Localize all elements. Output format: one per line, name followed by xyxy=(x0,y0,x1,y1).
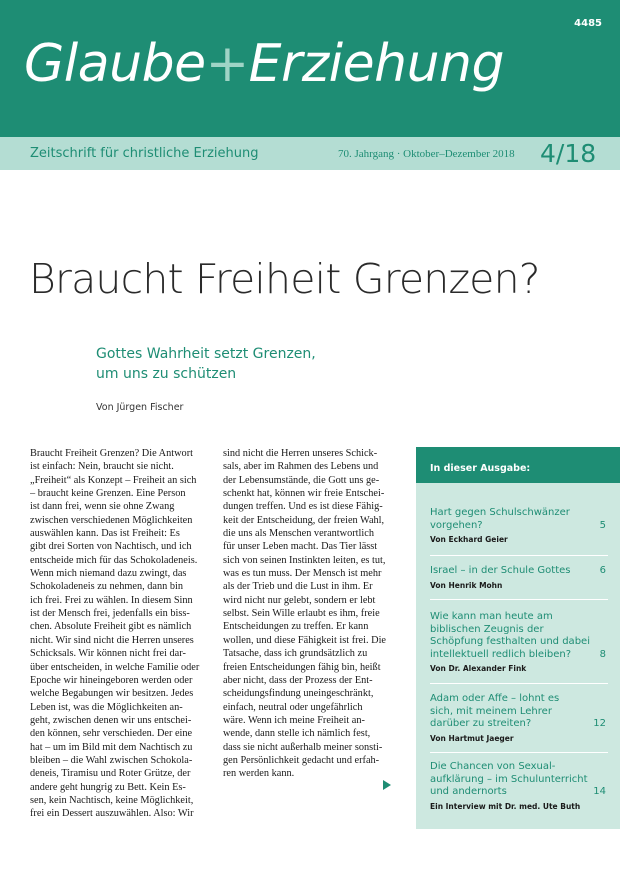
toc-title-line: aufklärung – im Schulunterricht xyxy=(430,773,588,785)
toc-item-page: 6 xyxy=(599,565,606,576)
text-line: scheidungsfindung uneingeschränkt, xyxy=(223,688,374,700)
toc-title-line: vorgehen? xyxy=(430,519,483,531)
table-of-contents xyxy=(416,447,620,829)
text-line: die uns als Menschen verantwortlich xyxy=(223,528,374,540)
text-line: andere geht hungrig zu Bett. Kein Es- xyxy=(30,781,186,793)
text-line: ren werden kann. xyxy=(223,768,295,780)
text-line: selbst. Sein Wille erlaubt es ihm, freie xyxy=(223,608,380,620)
toc-title-line: darüber zu streiten? xyxy=(430,718,532,729)
toc-item-page: 5 xyxy=(599,520,606,531)
text-line: wird nicht nur gelebt, sondern er lebt xyxy=(223,594,376,606)
text-line: sich von seinen Instinkten leiten, es tut, xyxy=(223,554,386,566)
text-line: gibt drei Sorten von Nachtisch, und ich xyxy=(30,541,192,553)
toc-title-line: Hart gegen Schulschwänzer xyxy=(430,507,570,518)
text-line: freien Entscheidungen fähig bin, heißt xyxy=(223,661,381,673)
text-line: Leben ist, was die Möglichkeiten an- xyxy=(30,701,183,713)
text-line: schenkt hat, können wir freie Entschei- xyxy=(223,488,385,500)
text-line: „Freiheit“ als Konzept – Freiheit an sich xyxy=(30,474,197,486)
text-line: – braucht keine Grenzen. Eine Person xyxy=(30,488,186,500)
text-line: sind nicht die Herren unseres Schick- xyxy=(223,448,378,459)
text-line: Wenn mich niemand dazu zwingt, das xyxy=(30,568,187,580)
toc-item-page: 8 xyxy=(599,649,606,660)
text-line: ist der Mensch frei, jedenfalls ein biss- xyxy=(30,608,190,620)
magazine-title-part2: Erziehung xyxy=(248,34,505,94)
article-column-2 xyxy=(223,447,407,781)
text-line: welche Begabungen wir besitzen. Jedes xyxy=(30,688,194,700)
text-line: bleiben – die Wahl zwischen Schokola- xyxy=(30,754,193,766)
toc-item-author: Von Eckhard Geier xyxy=(430,535,508,544)
toc-item-title xyxy=(430,761,608,799)
issue-number: 4/18 xyxy=(540,139,597,168)
toc-item-author: Von Dr. Alexander Fink xyxy=(430,664,527,673)
text-line: Tatsache, dass ich grundsätzlich zu xyxy=(223,648,368,660)
article-column-1 xyxy=(30,447,216,821)
toc-title-line: Adam oder Affe – lohnt es xyxy=(430,693,560,704)
text-line: nicht. Wir sind nicht die Herren unseres xyxy=(30,634,194,646)
toc-title-line: Schöpfung festhalten und dabei xyxy=(430,636,590,647)
text-line: deneis, Tiramisu und Roter Grütze, der xyxy=(30,768,191,780)
text-line: hat – um im Bild mit dem Nachtisch zu xyxy=(30,741,193,753)
text-line: Entscheidungen zu treffen. Er kann xyxy=(223,621,369,633)
subtitle-bar xyxy=(0,137,620,170)
toc-item-title xyxy=(430,507,608,532)
text-line: über entscheiden, in welche Familie oder xyxy=(30,661,200,673)
text-line: Schicksals. Wir können nicht frei dar- xyxy=(30,648,186,660)
toc-title-line: Israel – in der Schule Gottes xyxy=(430,565,571,576)
text-line: dungen treffen. Und es ist diese Fähig- xyxy=(223,501,383,513)
text-line: wende, dann stelle ich nämlich fest, xyxy=(223,728,371,740)
text-line: Schokoladeneis zu nehmen, dann bin xyxy=(30,581,183,593)
toc-title-line: und andernorts xyxy=(430,786,507,797)
text-line: für unser Leben macht. Das Tier lässt xyxy=(223,541,378,553)
magazine-subtitle: Zeitschrift für christliche Erziehung xyxy=(30,146,259,161)
toc-title-line: Wie kann man heute am xyxy=(430,611,553,622)
text-line: sals, aber im Rahmen des Lebens und xyxy=(223,461,379,473)
toc-divider xyxy=(430,752,608,753)
toc-title-line: sich, mit meinem Lehrer xyxy=(430,705,552,717)
toc-item[interactable] xyxy=(430,761,608,811)
toc-item-page: 12 xyxy=(593,718,606,729)
triangle-right-icon xyxy=(383,780,391,790)
text-line: der Lebensumstände, die Gott uns ge- xyxy=(223,474,380,486)
article-headline: Braucht Freiheit Grenzen? xyxy=(29,255,540,303)
toc-item[interactable] xyxy=(430,507,608,544)
volume-info: 70. Jahrgang · Oktober–Dezember 2018 xyxy=(338,148,515,160)
deck-line: um uns zu schützen xyxy=(96,366,237,382)
toc-title-line: biblischen Zeugnis der xyxy=(430,623,544,635)
deck-line: Gottes Wahrheit setzt Grenzen, xyxy=(96,346,316,362)
text-line: sen, kein Nachtisch, keine Möglichkeit, xyxy=(30,794,194,806)
text-line: ich frei. Frei zu wählen. In diesem Sinn xyxy=(30,594,193,606)
article-byline: Von Jürgen Fischer xyxy=(96,402,184,413)
toc-item-author: Ein Interview mit Dr. med. Ute Buth xyxy=(430,801,581,811)
toc-title-line: intellektuell redlich bleiben? xyxy=(430,648,572,660)
text-line: entscheide mich für das Schokoladeneis. xyxy=(30,554,198,566)
toc-item-author: Von Hartmut Jaeger xyxy=(430,733,514,743)
text-line: frei ein Dessert auszuwählen. Also: Wir xyxy=(30,808,194,820)
issue-code: 4485 xyxy=(574,18,602,29)
text-line: aber nicht, dass der Prozess der Ent- xyxy=(223,674,373,686)
toc-item[interactable] xyxy=(430,611,608,673)
toc-divider xyxy=(430,555,608,556)
toc-item[interactable] xyxy=(430,565,608,590)
toc-divider xyxy=(430,683,608,684)
toc-item-page: 14 xyxy=(593,786,606,797)
toc-item-title xyxy=(430,693,608,731)
toc-item-title xyxy=(430,611,608,661)
toc-divider xyxy=(430,599,608,600)
text-line: wäre. Wenn ich meine Freiheit an- xyxy=(223,714,365,726)
text-line: den können, sehr verschieden. Der eine xyxy=(30,728,193,740)
toc-heading: In dieser Ausgabe: xyxy=(416,447,620,483)
text-line: was es tun muss. Der Mensch ist mehr xyxy=(223,568,382,580)
text-line: chen. Absolute Freiheit gibt es nämlich xyxy=(30,621,192,633)
magazine-title-part1: Glaube xyxy=(24,34,206,94)
text-line: ist einfach: Nein, braucht sie nicht. xyxy=(30,461,174,473)
text-line: dass sie nicht außerhalb meiner sonsti- xyxy=(223,741,383,753)
text-line: als der Trieb und die Lust in ihm. Er xyxy=(223,581,373,593)
toc-title-line: Die Chancen von Sexual- xyxy=(430,761,556,772)
text-line: Epoche wir hineingeboren werden oder xyxy=(30,674,193,686)
text-line: einfach, neutral oder ungefährlich xyxy=(223,701,363,713)
text-line: geht, zwischen denen wir uns entschei- xyxy=(30,714,192,726)
text-line: wollen, und diese Fähigkeit ist frei. Die xyxy=(223,634,387,646)
text-line: gen Persönlichkeit gedacht und erfah- xyxy=(223,754,380,766)
toc-item[interactable] xyxy=(430,693,608,743)
text-line: zwischen verschiedenen Möglichkeiten xyxy=(30,514,193,526)
toc-item-author: Von Henrik Mohn xyxy=(430,580,503,590)
magazine-title xyxy=(24,34,504,94)
text-line: Braucht Freiheit Grenzen? Die Antwort xyxy=(30,448,193,459)
text-line: auswählen kann. Das ist Freiheit: Es xyxy=(30,528,180,540)
masthead xyxy=(0,0,620,137)
article-deck xyxy=(96,344,316,384)
toc-item-title xyxy=(430,565,608,578)
magazine-title-plus: + xyxy=(205,34,249,94)
text-line: ist dann frei, wenn sie ohne Zwang xyxy=(30,501,175,513)
text-line: keit der Entscheidung, der freien Wahl, xyxy=(223,514,385,526)
